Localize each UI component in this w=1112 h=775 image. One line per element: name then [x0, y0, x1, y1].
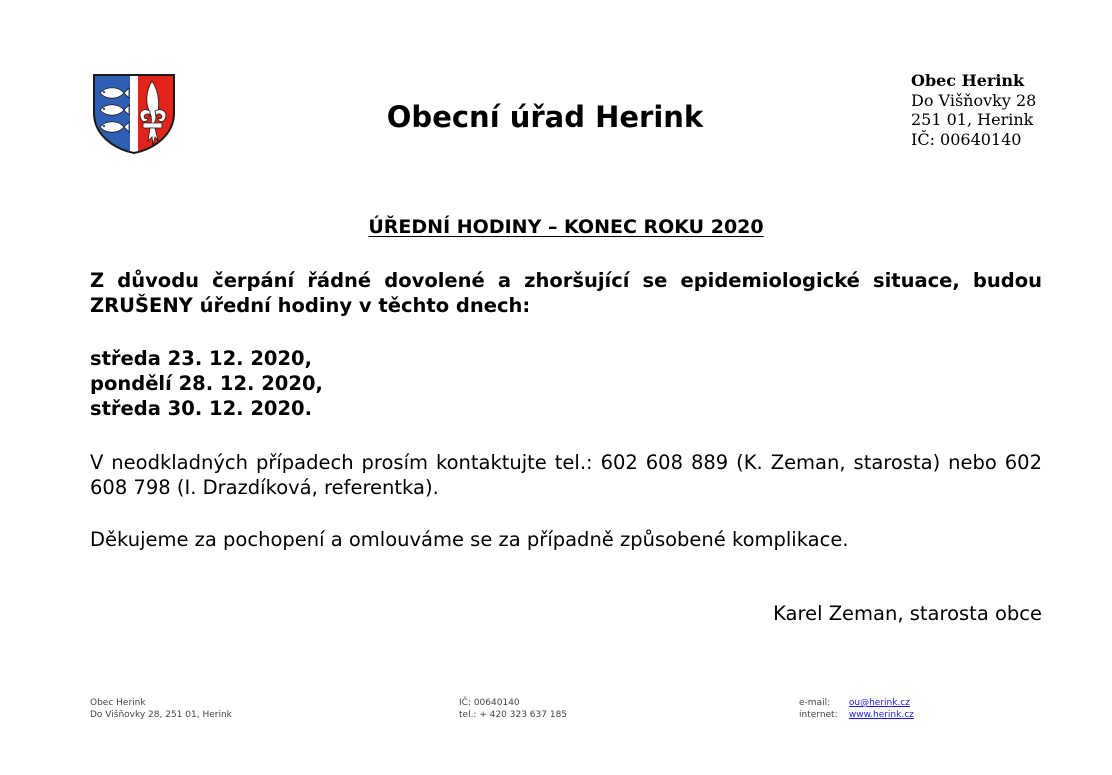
footer-contacts [799, 697, 914, 721]
coat-of-arms-icon [92, 73, 176, 155]
footer-org-name: Obec Herink [90, 698, 146, 708]
footer-ids [459, 697, 567, 721]
contact-paragraph: V neodkladných případech prosím kontaktujte tel.: 602 608 889 (K. Zeman, starosta) nebo 602 608 798 (I. Drazdíková, referentka). [90, 451, 1042, 499]
address-ico: IČ: 00640140 [911, 129, 1022, 149]
cancelled-date: pondělí 28. 12. 2020, [90, 372, 323, 395]
footer-web-link[interactable]: www.herink.cz [848, 710, 914, 720]
cancelled-date: středa 30. 12. 2020. [90, 397, 313, 420]
address-street: Do Višňovky 28 [911, 90, 1037, 110]
footer-ico: IČ: 00640140 [459, 698, 520, 708]
sender-address [911, 71, 1091, 149]
footer-org-street: Do Višňovky 28, 251 01, Herink [90, 710, 232, 720]
footer-web-label: internet: [799, 710, 838, 720]
cancelled-dates-list [90, 346, 1042, 421]
cancelled-date: středa 23. 12. 2020, [90, 347, 313, 370]
thanks-paragraph: Děkujeme za pochopení a omlouváme se za případně způsobené komplikace. [90, 528, 849, 551]
footer-address [90, 697, 232, 721]
notice-heading: ÚŘEDNÍ HODINY – KONEC ROKU 2020 [368, 216, 764, 238]
footer-phone: tel.: + 420 323 637 185 [459, 710, 568, 720]
signature: Karel Zeman, starosta obce [773, 602, 1042, 625]
address-name: Obec Herink [911, 71, 1025, 90]
address-city: 251 01, Herink [911, 110, 1034, 129]
footer-email-label: e-mail: [799, 698, 831, 708]
notice-intro: Z důvodu čerpání řádné dovolené a zhoršující se epidemiologické situace, budou ZRUŠENY úřední hodiny v těchto dnech: [90, 269, 1042, 317]
page-title: Obecní úřad Herink [386, 100, 704, 134]
footer-email-link[interactable]: ou@herink.cz [848, 698, 910, 708]
